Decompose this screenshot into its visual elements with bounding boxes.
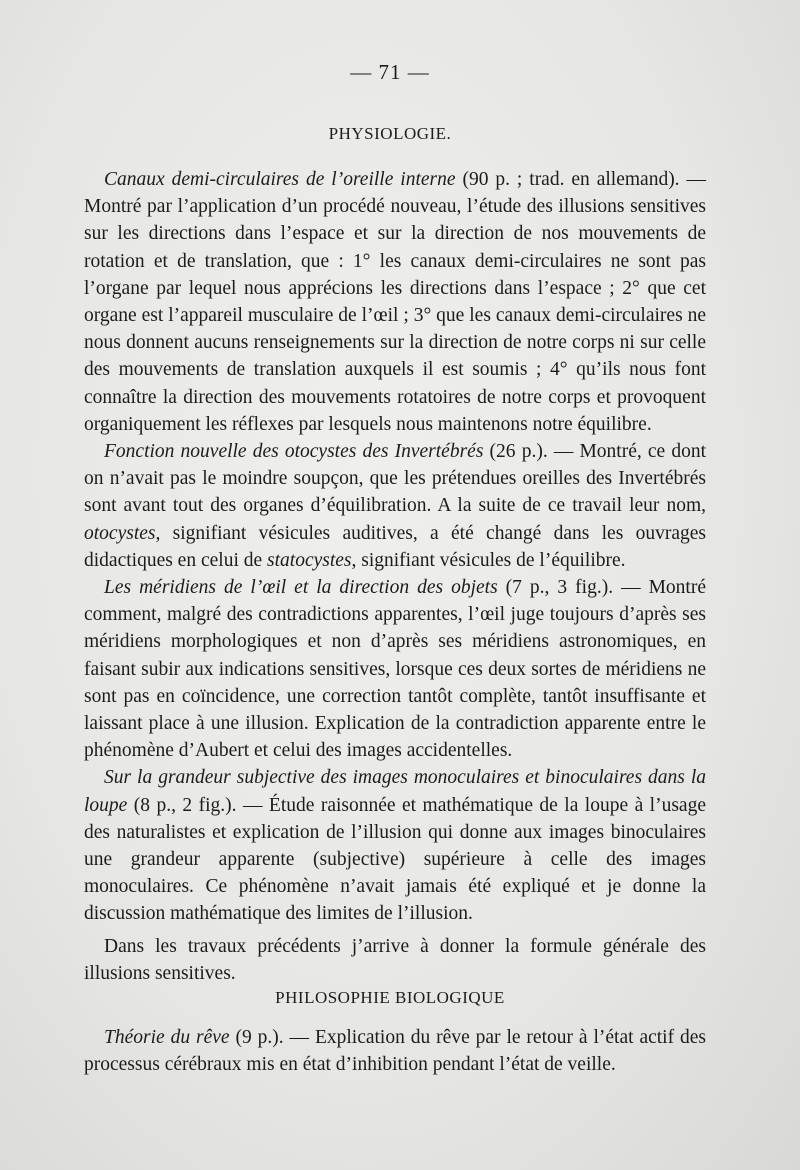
- paragraph-canaux: [84, 166, 706, 438]
- page-number: — 71 —: [350, 60, 430, 84]
- work-title: Canaux demi-circulaires de l’oreille interne: [104, 169, 456, 190]
- section-body-philosophie-biologique: [84, 1024, 706, 1078]
- paragraph-text: , signifiant vésicules de l’équilibre.: [351, 549, 626, 571]
- work-title: Théorie du rêve: [104, 1027, 230, 1048]
- paragraph-text: (26 p.). — Montré, ce dont on n’avait pas le moindre soupçon, que les prétendues oreilles des Invertébrés sont avant tout des organes d’équilibration. A la suite de ce travail leur nom,: [84, 441, 707, 517]
- term-statocystes: statocystes: [267, 549, 352, 571]
- paragraph-summary: [84, 933, 706, 987]
- section-title-physiologie: PHYSIOLOGIE.: [328, 124, 452, 143]
- work-title: Sur la grandeur subjective des images monoculaires et binoculaires dans la loupe: [84, 767, 706, 816]
- paragraph-loupe: [84, 764, 706, 927]
- work-title: Les méridiens de l’œil et la direction des objets: [104, 577, 498, 599]
- paragraph-theorie-reve: [84, 1024, 706, 1078]
- section-body-physiologie: [84, 166, 706, 987]
- paragraph-text: (90 p. ; trad. en allemand). — Montré par l’application d’un procédé nouveau, l’étude des illusions sensitives sur les directions dans l’espace et sur la direction de nos mouvements de rotation et de translation, que : 1° les canaux demi-circulaires ne sont pas l’organe par lequel nous apprécions les directions dans l’espace ; 2° que cet organe est l’appareil musculaire de l’œil ; 3° que les canaux demi-circulaires ne nous donnent aucuns renseignements sur la direction de notre corps ni sur celle des mouvements de translation auxquels il est soumis ; 4° qu’ils nous font connaître la direction des mouvements rotatoires de notre corps et provoquent organiquement les réflexes par lesquels nous maintenons notre équilibre.: [84, 169, 706, 435]
- work-title: Fonction nouvelle des otocystes des Invertébrés: [104, 441, 484, 463]
- paragraph-text: (8 p., 2 fig.). — Étude raisonnée et mathématique de la loupe à l’usage des naturalistes et explication de l’illusion qui donne aux images binoculaires une grandeur apparente (subjective) supérieure à celle des images monoculaires. Ce phénomène n’avait jamais été expliqué et je donne la discussion mathématique des limites de l’illusion.: [84, 794, 706, 925]
- paragraph-text: , signifiant vésicules auditives, a été changé dans les ouvrages didactiques en celui de: [84, 522, 706, 571]
- section-title-philosophie-biologique: PHILOSOPHIE BIOLOGIQUE: [275, 988, 505, 1007]
- paragraph-text: (9 p.). — Explication du rêve par le retour à l’état actif des processus cérébraux mis en état d’inhibition pendant l’état de veille.: [84, 1027, 706, 1076]
- paragraph-text: Dans les travaux précédents j’arrive à donner la formule générale des illusions sensitives.: [84, 935, 706, 984]
- paragraph-text: (7 p., 3 fig.). — Montré comment, malgré des contradictions apparentes, l’œil juge toujours d’après ses méridiens morphologiques et non d’après ses méridiens astronomiques, en faisant subir aux indications sensitives, lorsque ces deux sortes de méridiens ne sont pas en coïncidence, une correction tantôt complète, tantôt insuffisante et laissant place à une illusion. Explication de la contradiction apparente entre le phénomène d’Aubert et celui des images accidentelles.: [84, 577, 706, 762]
- paragraph-meridiens: [84, 574, 706, 764]
- paragraph-otocystes: [84, 438, 706, 574]
- term-otocystes: otocystes: [84, 522, 156, 544]
